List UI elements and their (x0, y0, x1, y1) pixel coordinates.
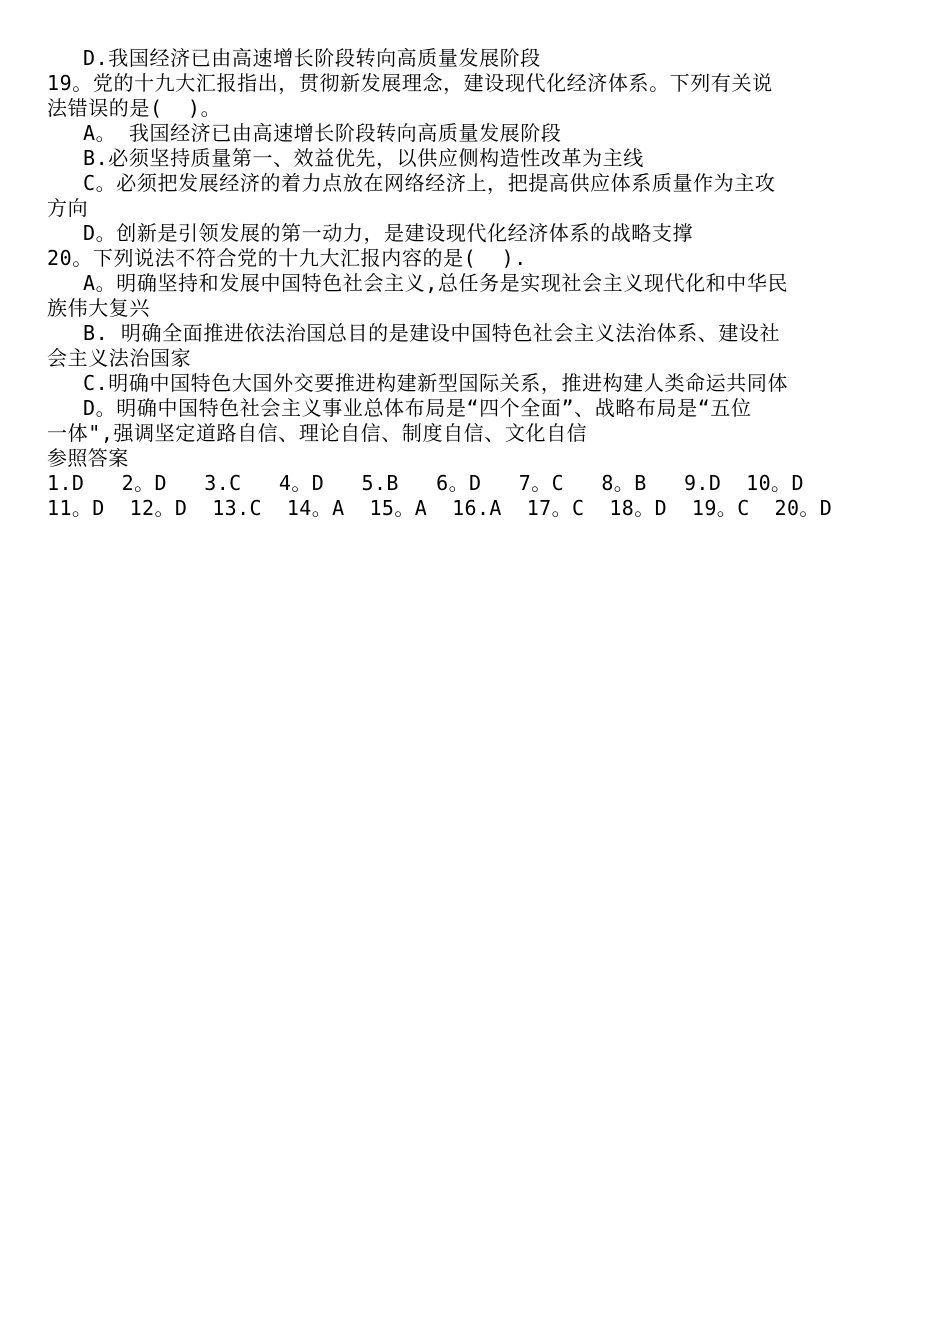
q19-option-c-line1: C。必须把发展经济的着力点放在网络经济上，把提高供应体系质量作为主攻 (83, 171, 776, 195)
q19-stem-line1: 19。党的十九大汇报指出，贯彻新发展理念，建设现代化经济体系。下列有关说 (47, 71, 773, 95)
answer-key-heading: 参照答案 (47, 446, 129, 470)
q20-option-a-line2: 族伟大复兴 (47, 296, 150, 320)
q20-option-b-line2: 会主义法治国家 (47, 346, 192, 370)
q19-stem-line2: 法错误的是( )。 (47, 96, 222, 120)
question-19 (47, 71, 907, 246)
q19-option-d: D。创新是引领发展的第一动力，是建设现代化经济体系的战略支撑 (83, 221, 694, 245)
q20-option-d-line1: D。明确中国特色社会主义事业总体布局是“四个全面”、战略布局是“五位 (83, 396, 752, 420)
q20-option-a-line1: A。明确坚持和发展中国特色社会主义,总任务是实现社会主义现代化和中华民 (83, 271, 789, 295)
q20-option-c: C.明确中国特色大国外交要推进构建新型国际关系，推进构建人类命运共同体 (83, 371, 789, 395)
q19-option-a: A。 我国经济已由高速增长阶段转向高质量发展阶段 (83, 121, 562, 145)
answer-key (47, 446, 907, 521)
q20-option-d-line2: 一体",强调坚定道路自信、理论自信、制度自信、文化自信 (47, 421, 588, 445)
answer-row-2: 11。D 12。D 13.C 14。A 15。A 16.A 17。C 18。D 19。C 20。D (47, 496, 833, 520)
q20-stem: 20。下列说法不符合党的十九大汇报内容的是( ). (47, 246, 527, 270)
answer-row-1: 1.D 2。D 3.C 4。D 5.B 6。D 7。C 8。B 9.D 10。D (47, 471, 804, 495)
document-page (47, 46, 907, 521)
q19-option-b: B.必须坚持质量第一、效益优先，以供应侧构造性改革为主线 (83, 146, 644, 170)
q19-option-c-line2: 方向 (47, 196, 89, 220)
q20-option-b-line1: B. 明确全面推进依法治国总目的是建设中国特色社会主义法治体系、建设社 (83, 321, 781, 345)
question-20 (47, 246, 907, 446)
q18-option-d: D.我国经济已由高速增长阶段转向高质量发展阶段 (83, 46, 541, 70)
